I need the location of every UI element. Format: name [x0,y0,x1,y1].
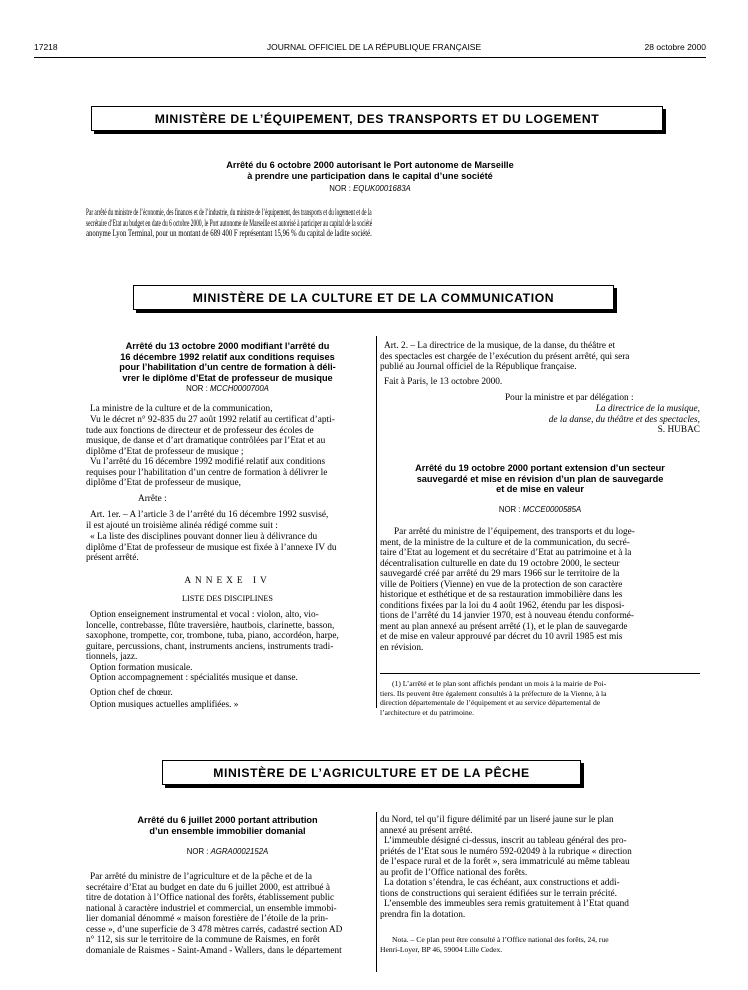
body-line: et de mise en valeur approuvé par décret du 10 avril 1985 est mis [380,632,623,642]
body-line: ment au plan annexé au présent arrêté (1), et le plan de sauvegarde [380,621,628,632]
nor-value: MCCE0000585A [522,505,582,514]
body-line: Vu l’arrêté du 16 décembre 1992 modifié relatif aux conditions [90,457,326,467]
body-line: il est ajouté un troisième alinéa rédigé comme suit : [86,520,278,531]
footnote-line: direction départementale de l’équipement et au service départemental de [380,698,601,707]
body-line: décentralisation culturelle en date du 19 octobre 2000, le secteur [380,558,620,569]
body-line: en révision. [380,642,424,653]
body-line: diplôme d’Etat de professeur de musique ; [86,446,244,457]
body-line: priétés de l’Etat sous le numéro 592-02049 à la rubrique « direction [380,846,632,857]
body-line: du Nord, tel qu’il figure délimité par un liseré jaune sur le plan [380,815,614,825]
nor-reference [380,505,700,514]
body-line: Par arrêté du ministre de l’équipement, des transports et du loge- [394,527,635,537]
body-line: La dotation s’étendra, le cas échéant, aux constructions et addi- [384,878,620,888]
ministry-banner-culture: MINISTÈRE DE LA CULTURE ET DE LA COMMUNICATION [133,285,614,310]
body-line: prendra fin la dotation. [380,909,466,920]
body-line: historique et esthétique et de sa restauration immobilière dans les [380,590,623,600]
nor-label: NOR : [186,847,209,856]
body-line: diplôme d’Etat de professeur de musique, [86,478,241,488]
title-line: Arrêté du 13 octobre 2000 modifiant l’arrêté du [125,341,330,351]
signature-line: Pour la ministre et par délégation : [505,393,634,403]
title-line: Arrêté du 6 octobre 2000 autorisant le Port autonome de Marseille [226,160,514,170]
title-line: d’un ensemble immobilier domanial [149,825,306,836]
body-line: présent arrêté. [86,553,139,563]
body-line: titre de dotation à l’Office national des forêts, établissement public [86,893,335,903]
ministry-banner-agriculture: MINISTÈRE DE L’AGRICULTURE ET DE LA PÊCHE [162,760,581,785]
annex-line: Option chef de chœur. [90,688,173,698]
body-line: La ministre de la culture et de la communication, [90,404,273,414]
signature-name: S. HUBAC [657,425,700,435]
body-line: ville de Poitiers (Vienne) en vue de la protection de son caractère [380,579,623,590]
title-line: sauvegardé et mise en révision d’un plan de sauvegarde [416,473,664,484]
journal-title: JOURNAL OFFICIEL DE LA RÉPUBLIQUE FRANÇAISE [266,42,482,52]
body-line: publié au Journal officiel de la République française. [380,362,577,372]
column-divider [376,336,377,708]
body-line: anonyme Lyon Terminal, pour un montant de 689 400 F représentant 15,96 % du capital de ladite société. [86,229,372,239]
header-rule [34,57,706,58]
footnote-line: (1) L’arrêté et le plan sont affichés pendant un mois à la mairie de Poi- [392,679,607,688]
annex-line: guitare, percussions, chant, instruments anciens, instruments tradi- [86,641,334,652]
body-line: ment, de la ministre de la culture et de la communication, du secré- [380,537,630,548]
decree-title-port-marseille [120,160,620,181]
body-line: lier domanial dénommé « maison forestière de l’étoile de la prin- [86,914,329,924]
nor-reference [84,384,371,393]
annex-line: saxophone, trompette, cor, trombone, tuba, piano, accordéon, harpe, [86,631,339,641]
nor-value: MCCH0000700A [209,384,269,393]
decree-title-musique [84,341,371,383]
annex-line: Option enseignement instrumental et vocal : violon, alto, vio- [90,610,319,620]
issue-date: 28 octobre 2000 [644,42,706,52]
body-line: « La liste des disciplines pouvant donner lieu à délivrance du [90,532,318,542]
annex-line: loncelle, contrebasse, flûte traversière, hautbois, clarinette, basson, [86,620,335,631]
title-line: 16 décembre 1992 relatif aux conditions requises [120,351,335,362]
body-line: Vu le décret n° 92-835 du 27 août 1992 relatif au certificat d’apti- [90,415,335,425]
body-line: requises pour l’habilitation d’un centre de formation à délivrer le [86,467,328,478]
body-line: domaniale de Raismes - Saint-Amand - Wallers, dans le département [86,945,342,956]
annex-title: ANNEXE IV [184,576,271,586]
body-line: sauvegardé créé par arrêté du 29 mars 1966 sur le territoire de la [380,569,620,579]
body-line: tions de l’arrêté du 14 janvier 1970, est à nouveau étendu conformé- [380,611,635,621]
body-line: conditions fixées par la loi du 4 août 1962, étendu par les disposi- [380,600,625,611]
nor-label: NOR : [186,384,208,393]
body-line: L’immeuble désigné ci-dessus, inscrit au tableau général des pro- [384,836,627,846]
nor-label: NOR : [498,505,521,514]
nor-reference [84,847,371,856]
annex-line: tionnels, jazz. [86,652,138,662]
footnote-line: tiers. Ils peuvent être également consultés à la préfecture de la Vienne, à la [380,688,607,698]
fait-line: Fait à Paris, le 13 octobre 2000. [384,377,503,387]
decree-title-domanial [84,815,371,836]
body-line: secrétaire d’Etat au budget en date du 6 octobre 2000, le Port autonome de Marseille est autorisé à participer au capital de la société [86,218,373,229]
body-line: Par arrêté du ministre de l’économie, des finances et de l’industrie, du ministre de l’équipement, des transports et du logement et de la [86,208,372,218]
body-line: de l’espace rural et de la forêt », sera immatriculé au même tableau [380,857,630,867]
decree-title-poitiers [380,463,700,495]
body-line: des spectacles est chargée de l’exécution du présent arrêté, qui sera [380,351,630,362]
nor-value: AGRA0002152A [210,847,269,856]
nota-line: Henri-Loyer, BP 46, 59004 Lille Cedex. [380,944,503,954]
signature-line: de la danse, du théâtre et des spectacles, [548,414,700,425]
body-line: n° 112, sis sur le territoire de la commune de Raismes, en forêt [86,935,320,945]
arrete-line: Arrête : [138,494,167,504]
body-line: L’ensemble des immeubles sera remis gratuitement à l’Etat quand [384,899,629,909]
annex-subtitle: LISTE DES DISCIPLINES [182,594,273,603]
article-1-line: Art. 1er. – A l’article 3 de l’arrêté du 16 décembre 1992 susvisé, [90,510,329,520]
page-number: 17218 [34,42,58,52]
body-line: au profit de l’Office national des forêts. [380,867,528,878]
footnote-rule [380,673,700,674]
annex-line: Option accompagnement : spécialités musique et danse. [90,673,298,683]
title-line: et de mise en valeur [496,484,584,494]
body-line: taire d’Etat au logement et du secrétaire d’Etat au patrimoine et à la [380,548,632,558]
nota-line: Nota. – Ce plan peut être consulté à l’Office national des forêts, 24, rue [392,935,609,944]
body-line: cesse », d’une superficie de 3 478 mètres carrés, cadastré section AD [86,924,343,935]
nor-reference [120,184,620,193]
annex-line: Option formation musicale. [90,662,193,673]
nor-value: EQUK0001683A [353,184,411,193]
title-line: Arrêté du 6 juillet 2000 portant attribution [137,815,318,825]
title-line: pour l’habilitation d’un centre de formation à déli- [119,362,336,372]
body-line: secrétaire d’Etat au budget en date du 6 juillet 2000, est attribué à [86,882,330,893]
body-line: diplôme d’Etat de professeur de musique est fixée à l’annexe IV du [86,542,337,553]
body-line: tions de constructions qui seraient édifiées sur le terrain précité. [380,888,617,899]
body-line: Par arrêté du ministre de l’agriculture et de la pêche et de la [90,872,312,882]
body-line: annexé au présent arrêté. [380,825,473,836]
title-line: Arrêté du 19 octobre 2000 portant extension d’un secteur [415,463,665,473]
title-line: à prendre une participation dans le capital d’une société [247,170,493,181]
body-line: tude aux fonctions de directeur et de professeur des écoles de [86,425,314,436]
ministry-banner-equipement: MINISTÈRE DE L’ÉQUIPEMENT, DES TRANSPORTS ET DU LOGEMENT [91,106,663,131]
footnote-line: l’architecture et du patrimoine. [380,707,475,717]
article-2-line: Art. 2. – La directrice de la musique, de la danse, du théâtre et [384,341,616,351]
column-divider [376,812,377,972]
body-line: national à caractère industriel et commercial, un ensemble immobi- [86,903,337,914]
signature-line: La directrice de la musique, [595,404,700,414]
title-line: vrer le diplôme d’Etat de professeur de musique [122,372,333,383]
annex-line: Option musiques actuelles amplifiées. » [90,700,239,710]
nor-label: NOR : [329,184,351,193]
body-line: musique, de danse et d’art dramatique contrôlées par l’Etat et au [86,436,326,446]
